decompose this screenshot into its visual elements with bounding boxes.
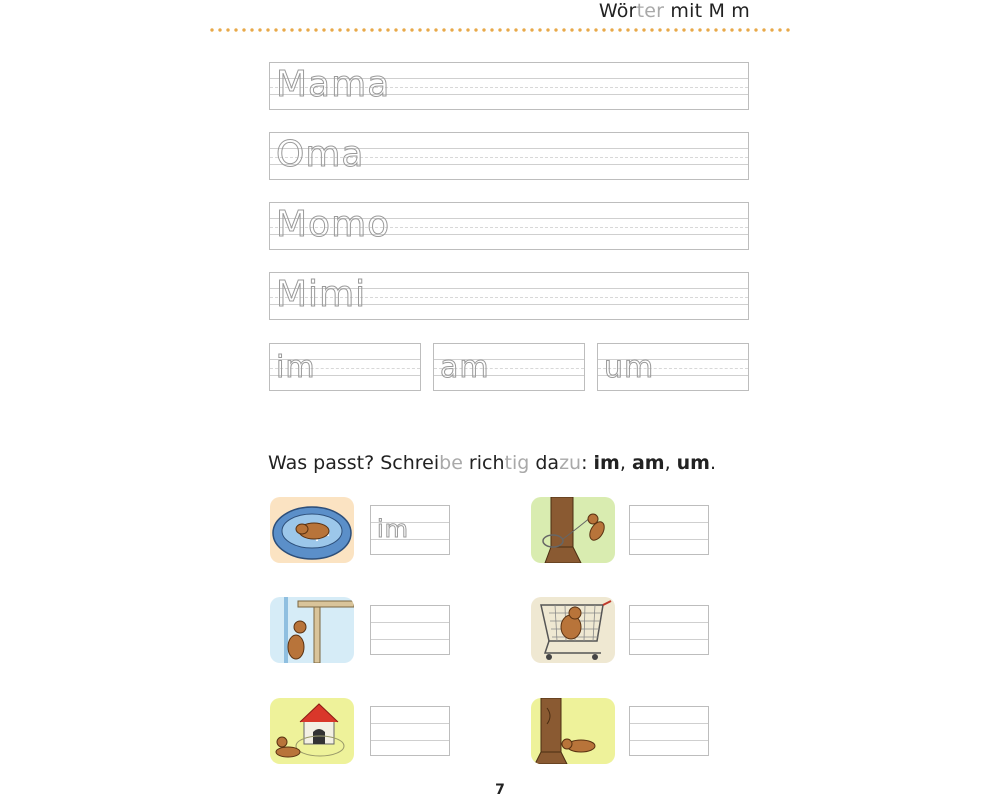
trace-word-um: um [604,350,655,385]
instr-text-2: be [439,452,463,474]
trace-word-3: Momo [276,204,391,245]
answer-box-2[interactable] [629,505,709,555]
instr-sep-1: , [619,452,632,474]
answer-1-trace: im [377,515,410,543]
page-number: 7 [495,782,505,798]
instr-text-7: : [581,452,594,474]
writing-line-4[interactable] [269,272,749,320]
writing-box-im[interactable] [269,343,421,391]
picture-dog-at-doghouse [270,698,354,764]
picture-dog-in-basket [270,497,354,563]
answer-box-3[interactable] [370,605,450,655]
writing-box-um[interactable] [597,343,749,391]
trace-word-im: im [276,350,316,385]
header-part2: ter [636,0,665,22]
picture-dog-around-tree [531,698,615,764]
writing-line-3[interactable] [269,202,749,250]
instr-text-4: tig [504,452,530,474]
instr-word-am: am [631,452,665,474]
header-part3: mit M m [664,0,750,22]
instr-word-im: im [593,452,620,474]
instr-text-5: da [529,452,560,474]
page-header [0,0,750,22]
trace-word-1: Mama [276,64,391,105]
header-part1: Wör [598,0,637,22]
instr-text-1: Was passt? Schrei [268,452,440,474]
instr-text-3: rich [462,452,505,474]
exercise-instruction [268,452,716,474]
answer-box-5[interactable] [370,706,450,756]
trace-word-am: am [440,350,490,385]
instr-word-um: um [676,452,710,474]
answer-box-1[interactable] [370,505,450,555]
answer-box-6[interactable] [629,706,709,756]
trace-word-2: Oma [276,134,365,175]
instr-text-6: zu [559,452,582,474]
writing-line-2[interactable] [269,132,749,180]
answer-box-4[interactable] [629,605,709,655]
picture-dog-under-table [270,597,354,663]
picture-dog-in-shopping-cart [531,597,615,663]
picture-dog-tied-at-tree [531,497,615,563]
instr-sep-2: , [664,452,677,474]
trace-word-4: Mimi [276,274,367,315]
instr-end: . [709,452,717,474]
writing-box-am[interactable] [433,343,585,391]
dotted-divider [208,28,793,32]
writing-line-1[interactable] [269,62,749,110]
